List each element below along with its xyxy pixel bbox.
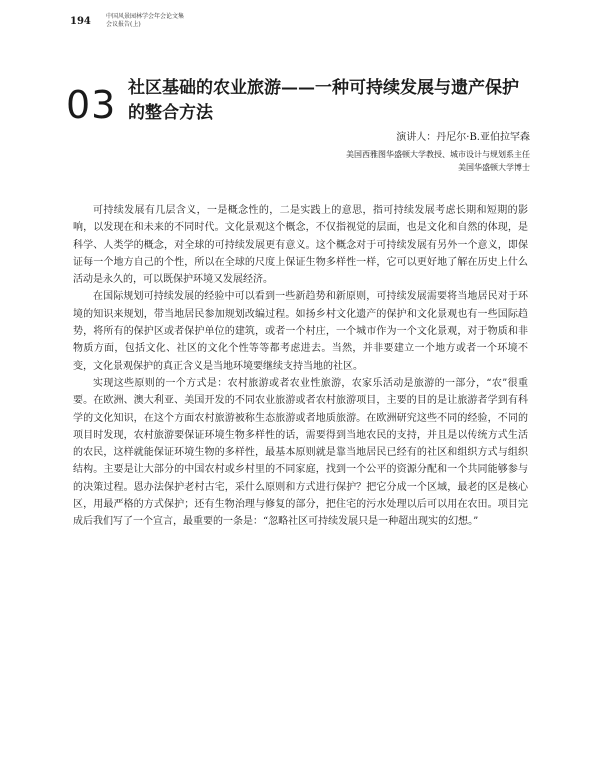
affiliations bbox=[346, 148, 530, 174]
body-text bbox=[73, 202, 528, 531]
paragraph: 在国际规划可持续发展的经验中可以看到一些新趋势和新原则，可持续发展需要将当地居民对于环境的知识来规划，带当地居民参加规划改编过程。如扬乡村文化遗产的保护和文化景观也有一些国际趋势，将所有的保护区或者保护单位的建筑，或者一个村庄，一个城市作为一个文化景观，对于物质和非物质方面，包括文化、社区的文化个性等等都考虑进去。当然，并非要建立一个地方或者一个环境不变，文化景观保护的真正含义是当地环境要继续支持当地的社区。 bbox=[73, 291, 528, 372]
chapter-title: 社区基础的农业旅游——一种可持续发展与遗产保护的整合方法 bbox=[128, 78, 519, 123]
chapter-number: 03 bbox=[66, 83, 117, 127]
header-text bbox=[106, 13, 184, 29]
header-line-2: 会议报告(上) bbox=[106, 21, 141, 28]
paragraph: 实现这些原则的一个方式是：农村旅游或者农业性旅游，农家乐活动是旅游的一部分，“农”很重要。在欧洲、澳大利亚、美国开发的不同农业旅游或者农村旅游项目，主要的目的是让旅游者学到有科学的文化知识，在这个方面农村旅游被称生态旅游或者地质旅游。在欧洲研究这些不同的经验，不同的项目时发现，农村旅游要保证环境生物多样性的话，需要得到当地农民的支持，并且是以传统方式生活的农民，这样就能保证环境生物的多样性，最基本原则就是靠当地居民已经有的社区和组织方式与组织结构。主要是让大部分的中国农村或乡村里的不同家庭，找到一个公平的资源分配和一个共同能够参与的决策过程。恩办法保护老村古宅，采什么原则和方式进行保护？把它分成一个区域，最老的区是核心区，用最严格的方式保护；还有生物治理与修复的部分，把住宅的污水处理以后可以用在农田。项目完成后我们写了一个宣言，最重要的一条是：“忽略社区可持续发展只是一种超出现实的幻想。” bbox=[73, 377, 528, 528]
header-line-1: 中国风景园林学会年会论文集 bbox=[106, 13, 185, 20]
speaker-line: 演讲人：丹尼尔·B.亚伯拉罕森 bbox=[396, 132, 530, 143]
paragraph: 可持续发展有几层含义，一是概念性的，二是实践上的意思，指可持续发展考虑长期和短期的影响，以发现在和未来的不同时代。文化景观这个概念，不仅指视觉的层面，也是文化和自然的体现，是科学、人类学的概念，对全球的可持续发展更有意义。这个概念对于可持续发展有另外一个意义，即保证每一个地方自己的个性，所以在全球的尺度上保证生物多样性一样，它可以更好地了解在历史上什么活动是永久的，可以既保护环境又发展经济。 bbox=[73, 205, 528, 286]
affiliation-line: 美国华盛顿大学博士 bbox=[458, 163, 530, 172]
page-number: 194 bbox=[70, 16, 91, 27]
affiliation-line: 美国西雅图华盛顿大学教授、城市设计与规划系主任 bbox=[346, 150, 530, 159]
